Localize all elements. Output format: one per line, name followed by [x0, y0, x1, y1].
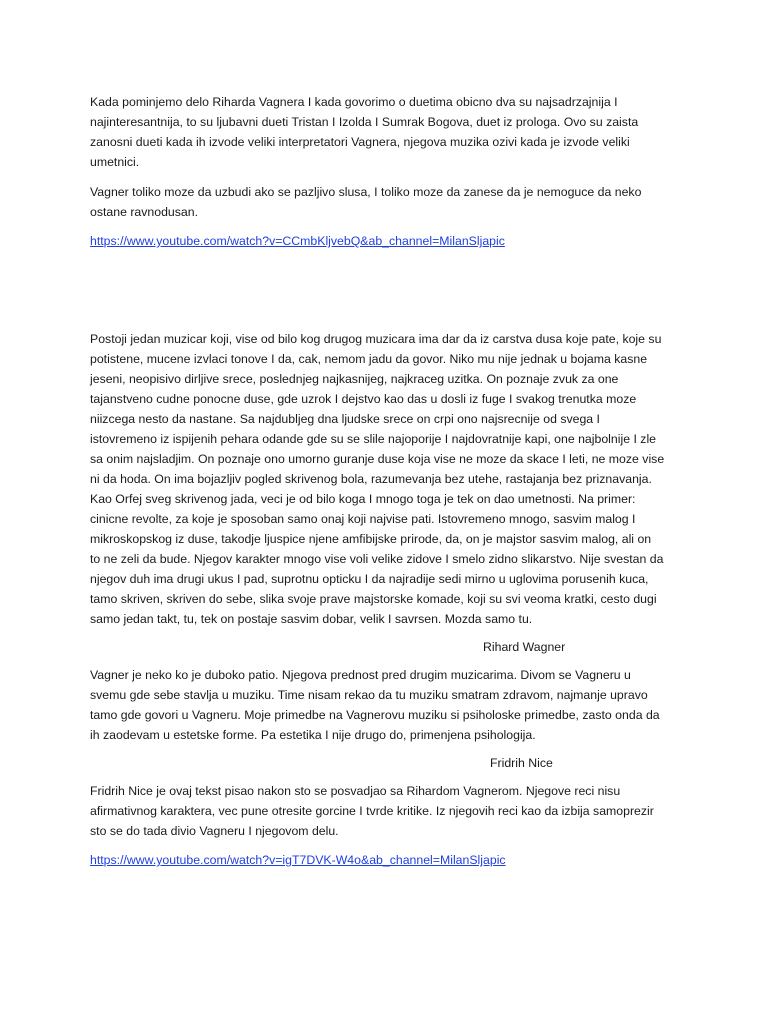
link-line-1 [90, 231, 682, 251]
link-line-2 [90, 850, 682, 870]
document-page [90, 92, 682, 870]
paragraph-vagner-suffered: Vagner je neko ko je duboko patio. Njegova prednost pred drugim muzicarima. Divom se Vagneru u svemu gde sebe stavlja u muziku. Time nisam rekao da tu muziku smatram zdravom, najmanje upravo tamo gde govori u Vagneru. Moje primedbe na Vagnerovu muziku si psiholoske primedbe, zasto onda da ih zaodevam u estetske forme. Pa estetika I nije drugo do, primenjena psihologija. [90, 668, 660, 742]
blank-space [90, 251, 682, 329]
signature-fridrih-nice: Fridrih Nice [490, 756, 553, 770]
paragraph-nice-context: Fridrih Nice je ovaj tekst pisao nakon sto se posvadjao sa Rihardom Vagnerom. Njegove reci nisu afirmativnog karaktera, vec pune otresite gorcine I tvrde kritike. Iz njegovih reci kao da izbija samoprezir sto se do tada divio Vagneru I njegovom delu. [90, 784, 654, 838]
paragraph-intro-duets: Kada pominjemo delo Riharda Vagnera I kada govorimo o duetima obicno dva su najsadrzajnija I najinteresantnija, to su ljubavni dueti Tristan I Izolda I Sumrak Bogova, duet iz prologa. Ovo su zaista zanosni dueti kada ih izvode veliki interpretatori Vagnera, njegova muzika ozivi kada je izvode veliki umetnici. [90, 95, 639, 169]
youtube-link-1[interactable]: https://www.youtube.com/watch?v=CCmbKljvebQ&ab_channel=MilanSljapic [90, 234, 505, 248]
youtube-link-2[interactable]: https://www.youtube.com/watch?v=igT7DVK-W4o&ab_channel=MilanSljapic [90, 853, 506, 867]
signature-rihard-wagner: Rihard Wagner [483, 640, 566, 654]
paragraph-nietzsche-quote: Postoji jedan muzicar koji, vise od bilo kog drugog muzicara ima dar da iz carstva dusa koje pate, koje su potistene, mucene izvlaci tonove I da, cak, nemom jadu da govor. Niko mu nije jednak u bojama kasne jeseni, neopisivo dirljive srece, poslednjeg najkasnijeg, najkraceg uzitka. On poznaje zvuk za one tajanstveno cudne ponocne duse, gde uzrok I dejstvo kao das u dosli iz fuge I svakog trenutka moze niizcega nesto da nastane. Sa najdubljeg dna ljudske srece on crpi ono najsrecnije od svega I istovremeno iz ispijenih pehara odande gde su se slile najoporije I najdovratnije kapi, one najbolnije I zle sa onim najsladjim. On poznaje ono umorno guranje duse koja vise ne moze da skace I leti, ne moze vise ni da hoda. On ima bojazljiv pogled skrivenog bola, razumevanja bez utehe, rastajanja bez priznavanja. Kao Orfej sveg skrivenog jada, veci je od bilo koga I mnogo toga je tek on dao umetnosti. Na primer: cinicne revolte, za koje je sposoban samo onaj koji najvise pati. Istovremeno mnogo, sasvim malog I mikroskopskog iz duse, takodje ljuspice njene amfibijske prirode, da, on je majstor sasvim malog, ali on to ne zeli da bude. Njegov karakter mnogo vise voli velike zidove I smelo zidno slikarstvo. Nije svestan da njegov duh ima drugi ukus I pad, suprotnu opticku I da najradije sedi mirno u uglovima porusenih kuca, tamo skriven, skriven do sebe, slika svoje prave majstorske komade, koji su svi veoma kratki, cesto dugi samo jedan takt, tu, tek on postaje sasvim dobar, velik I savrsen. Mozda samo tu. [90, 332, 665, 626]
paragraph-vagner-excites: Vagner toliko moze da uzbudi ako se pazljivo slusa, I toliko moze da zanese da je nemoguce da neko ostane ravnodusan. [90, 185, 642, 219]
